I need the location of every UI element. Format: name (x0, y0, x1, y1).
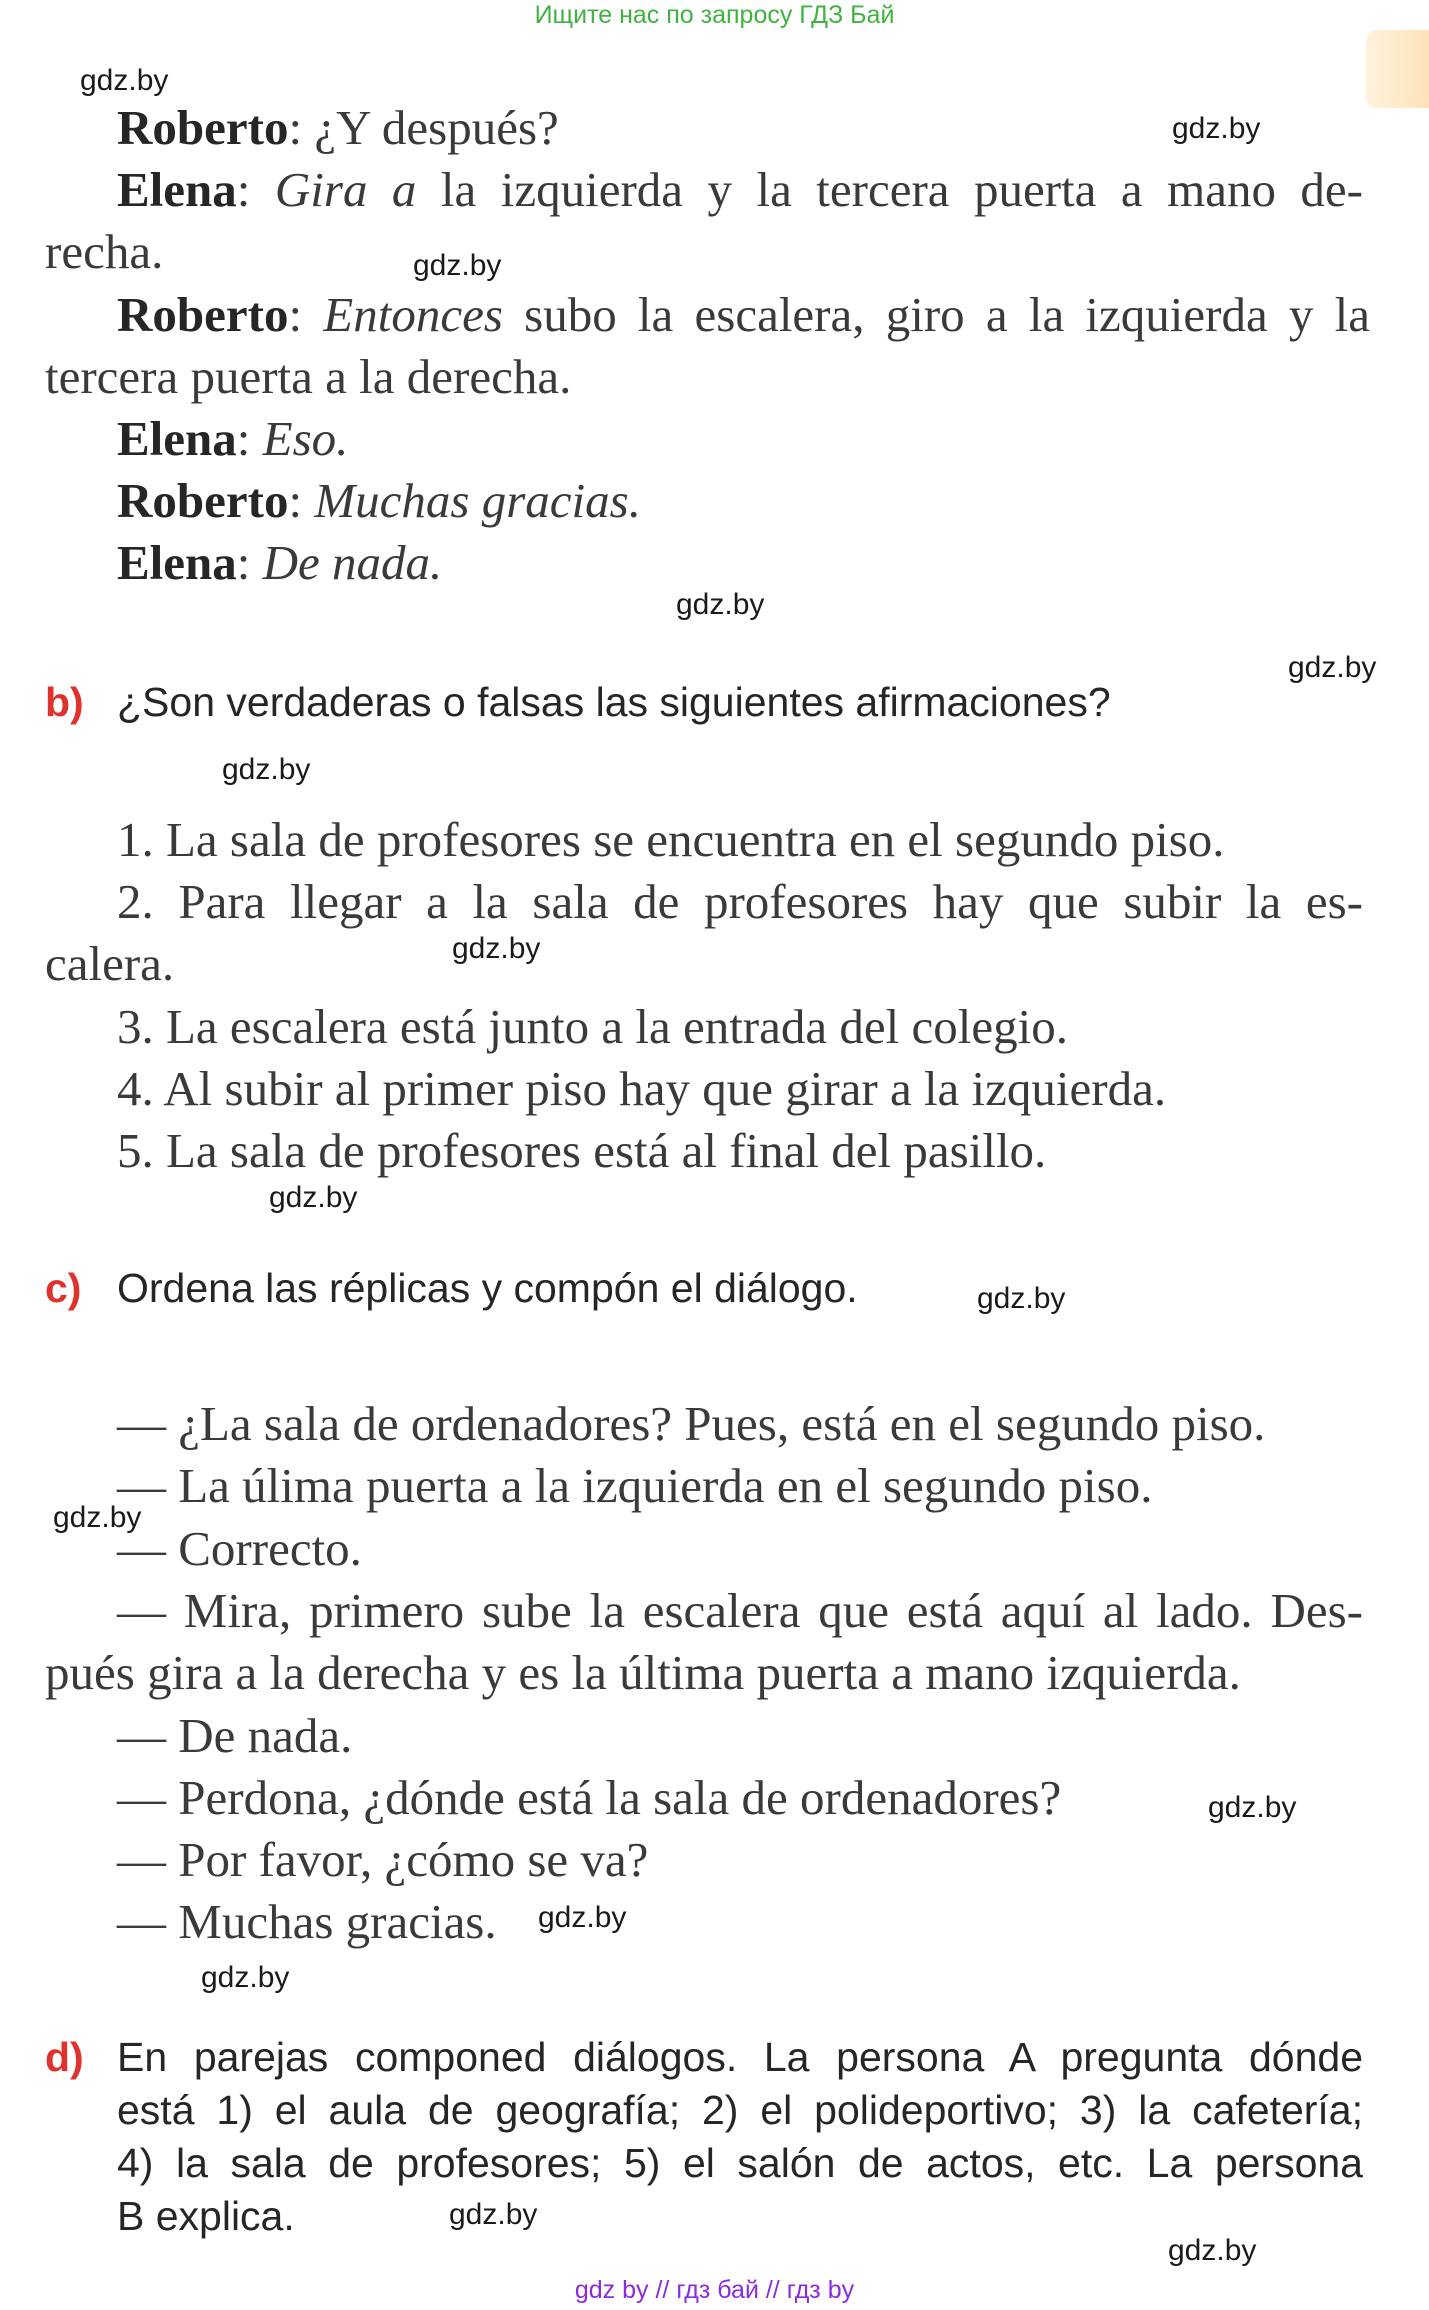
top-banner: Ищите нас по запросу ГДЗ Бай (534, 1, 895, 29)
task-d-line: está 1) el aula de geografía; 2) el polideportivo; 3) la cafetería; (117, 2087, 1363, 2133)
dialogue-line (117, 535, 443, 590)
task-c-instruction: Ordena las réplicas y compón el diálogo. (117, 1265, 858, 1311)
dialogue-line (45, 349, 572, 404)
dialogue-reply: — Correcto. (117, 1521, 362, 1576)
watermark: gdz.by (201, 1961, 290, 1994)
task-d-line: 4) la sala de profesores; 5) el salón de actos, etc. La persona (117, 2140, 1363, 2186)
statement-item: 2. Para llegar a la sala de profesores hay que subir la es- (117, 874, 1363, 929)
separator: : (236, 535, 263, 590)
italic-text: Entonces (323, 287, 503, 342)
watermark: gdz.by (449, 2198, 538, 2231)
speaker: Elena (117, 535, 237, 590)
dialogue-line (117, 411, 349, 466)
watermark: gdz.by (1168, 2234, 1257, 2267)
statement-item: 5. La sala de profesores está al final del pasillo. (117, 1123, 1047, 1178)
dialogue-reply: pués gira a la derecha y es la última puerta a mano izquierda. (45, 1645, 1241, 1700)
speaker: Elena (117, 411, 237, 466)
statement-item: 1. La sala de profesores se encuentra en el segundo piso. (117, 812, 1225, 867)
italic-text: Eso. (262, 411, 349, 466)
dialogue-reply: — ¿La sala de ordenadores? Pues, está en el segundo piso. (117, 1396, 1266, 1451)
dialogue-line (117, 162, 1363, 217)
separator: : (236, 162, 275, 217)
speaker: Roberto (117, 100, 289, 155)
task-d-line: En parejas componed diálogos. La persona A pregunta dónde (117, 2034, 1363, 2080)
speaker: Roberto (117, 287, 289, 342)
watermark: gdz.by (1208, 1791, 1297, 1824)
dialogue-line (45, 224, 164, 279)
watermark: gdz.by (80, 64, 169, 97)
italic-text: De nada. (262, 535, 443, 590)
watermark: gdz.by (1288, 651, 1377, 684)
statement-item: 3. La escalera está junto a la entrada del colegio. (117, 999, 1068, 1054)
separator: : (236, 411, 263, 466)
dialogue-reply: — Perdona, ¿dónde está la sala de ordenadores? (117, 1770, 1062, 1825)
footer-links: gdz by // гдз бай // гдз by (574, 2276, 855, 2304)
line-text: recha. (45, 224, 164, 279)
task-b-letter: b) (45, 679, 84, 725)
dialogue-reply: — De nada. (117, 1708, 353, 1763)
italic-text: Gira a (274, 162, 417, 217)
line-text: subo la escalera, giro a la izquierda y la (502, 287, 1370, 342)
watermark: gdz.by (413, 249, 502, 282)
watermark: gdz.by (676, 588, 765, 621)
task-d-line: B explica. (117, 2193, 295, 2239)
speaker: Roberto (117, 473, 289, 528)
task-c-letter: c) (45, 1265, 82, 1311)
task-d-letter: d) (45, 2034, 84, 2080)
watermark: gdz.by (53, 1501, 142, 1534)
dialogue-reply: — Por favor, ¿cómo se va? (117, 1832, 649, 1887)
line-text: ¿Y después? (314, 100, 559, 155)
statement-item: 4. Al subir al primer piso hay que girar a la izquierda. (117, 1061, 1167, 1116)
dialogue-reply: — La úlima puerta a la izquierda en el segundo piso. (117, 1458, 1153, 1513)
line-text: tercera puerta a la derecha. (45, 349, 572, 404)
dialogue-reply: — Mira, primero sube la escalera que está aquí al lado. Des- (117, 1583, 1363, 1638)
watermark: gdz.by (222, 753, 311, 786)
dialogue-line (117, 100, 559, 155)
watermark: gdz.by (977, 1282, 1066, 1315)
dialogue-line (117, 473, 641, 528)
watermark: gdz.by (538, 1901, 627, 1934)
watermark: gdz.by (269, 1181, 358, 1214)
separator: : (288, 100, 315, 155)
dialogue-reply: — Muchas gracias. (117, 1894, 497, 1949)
separator: : (288, 473, 315, 528)
statement-item: calera. (45, 936, 175, 991)
speaker: Elena (117, 162, 237, 217)
italic-text: Muchas gracias. (314, 473, 641, 528)
dialogue-line (117, 287, 1370, 342)
watermark: gdz.by (452, 932, 541, 965)
task-b-instruction: ¿Son verdaderas o falsas las siguientes afirmaciones? (117, 679, 1111, 725)
page-corner-tab (1366, 30, 1429, 108)
watermark: gdz.by (1172, 112, 1261, 145)
separator: : (288, 287, 324, 342)
line-text: la izquierda y la tercera puerta a mano de- (416, 162, 1363, 217)
